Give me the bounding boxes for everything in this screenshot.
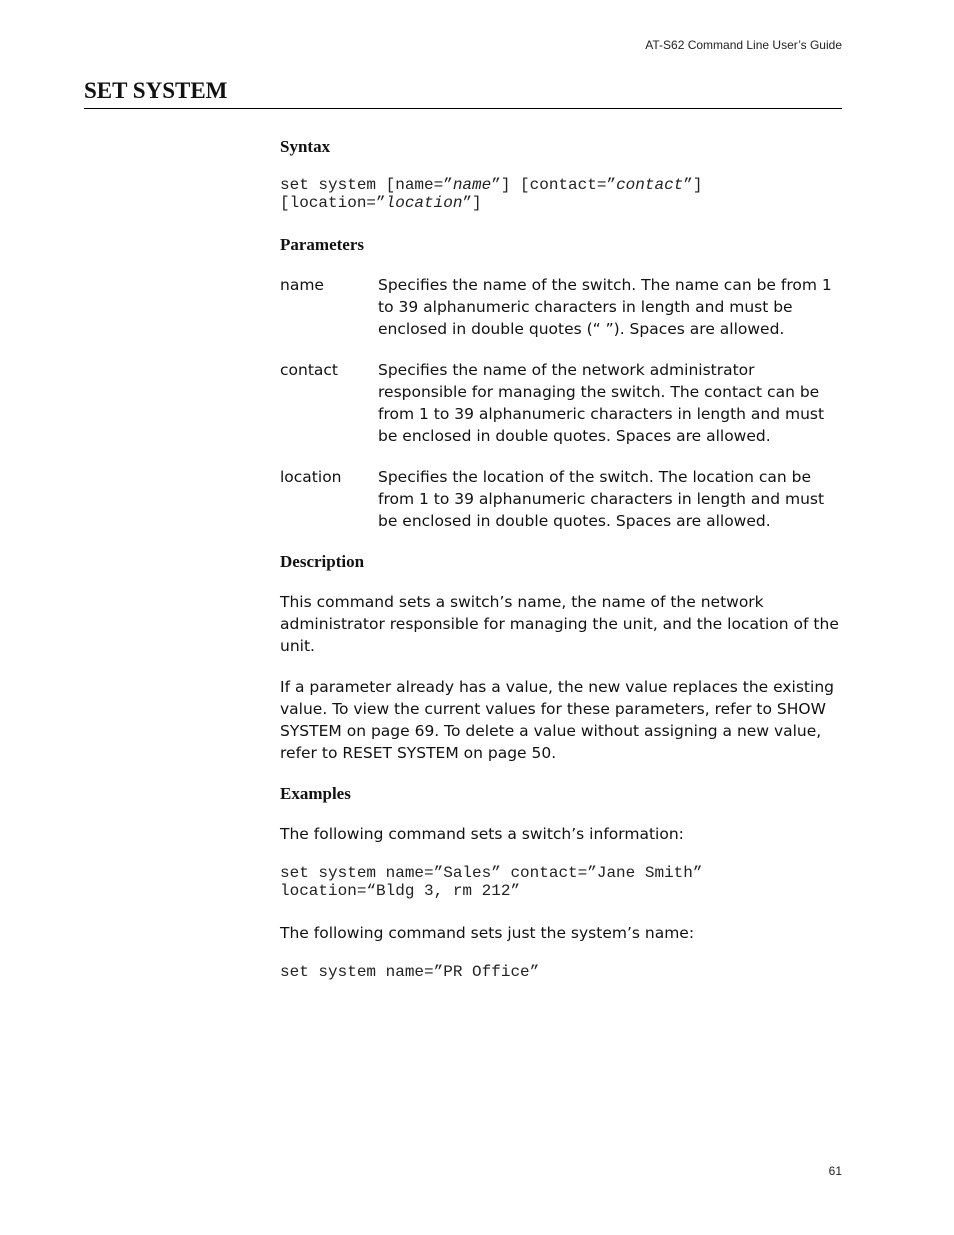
parameter-name: name [280,276,324,294]
parameter-row [280,274,842,340]
parameter-name: location [280,468,342,486]
example-code-line: set system name=”Sales” contact=”Jane Smith” [280,864,703,882]
example-code-line: location=“Bldg 3, rm 212” [280,882,521,900]
running-header: AT-S62 Command Line User’s Guide [645,38,842,52]
description-heading: Description [280,552,365,571]
example-intro: The following command sets a switch’s information: [280,825,684,843]
example-code-line: set system name=”PR Office” [280,963,540,981]
content-body [280,136,842,1003]
description-paragraph: This command sets a switch’s name, the name of the network administrator responsible for managing the unit, and the location of the unit. [280,593,839,655]
parameter-row [280,466,842,532]
parameters-heading: Parameters [280,235,365,254]
parameter-name: contact [280,361,339,379]
syntax-text: set system [name=” [280,176,453,194]
syntax-text: ”] [contact=” [491,176,617,194]
description-paragraph: If a parameter already has a value, the new value replaces the existing value. To view the current values for these parameters, refer to SHOW SYSTEM on page 69. To delete a value without assigning a new value, refer to RESET SYSTEM on page 50. [280,678,834,762]
parameter-description: Specifies the name of the switch. The name can be from 1 to 39 alphanumeric characters in length and must be enclosed in double quotes (“ ”). Spaces are allowed. [378,276,832,338]
example-code [280,963,842,981]
parameter-description: Specifies the name of the network administrator responsible for managing the switch. The contact can be from 1 to 39 alphanumeric characters in length and must be enclosed in double quotes. Spaces are allowed. [378,361,825,445]
syntax-text: ”] [683,176,703,194]
syntax-placeholder-name: name [452,176,492,194]
parameter-row [280,359,842,447]
syntax-heading: Syntax [280,137,331,156]
syntax-code [280,176,842,212]
syntax-placeholder-contact: contact [616,176,684,194]
example-intro: The following command sets just the system’s name: [280,924,695,942]
examples-heading: Examples [280,784,351,803]
parameter-description: Specifies the location of the switch. The location can be from 1 to 39 alphanumeric characters in length and must be enclosed in double quotes. Spaces are allowed. [378,468,825,530]
syntax-text: [location=” [280,194,386,212]
page-number: 61 [828,1164,842,1178]
syntax-placeholder-location: location [385,194,463,212]
example-code [280,864,842,900]
syntax-text: ”] [462,194,482,212]
page-title: SET SYSTEM [84,78,842,109]
